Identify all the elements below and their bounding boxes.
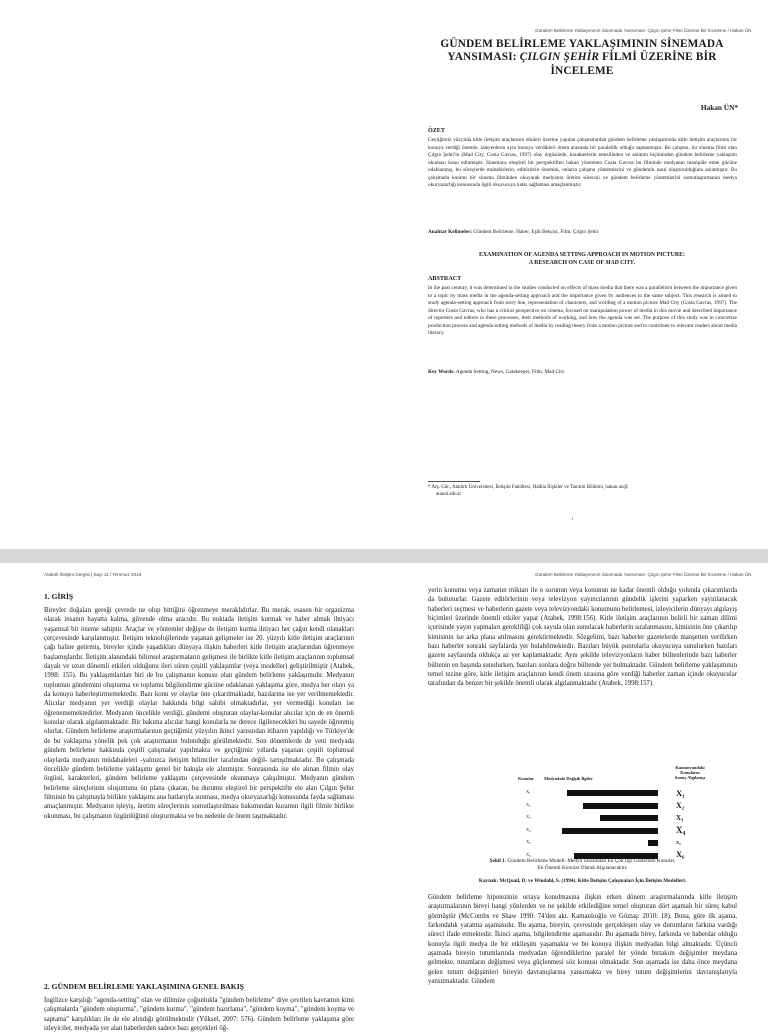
article-title <box>428 38 736 78</box>
figure-caption-line-1 <box>428 858 737 865</box>
footnote <box>428 484 728 498</box>
page-gap <box>0 549 768 563</box>
figure-media-attention-bar <box>648 840 658 846</box>
running-head-left: Atatürk İletişim Dergisi | Sayı 11 / Temmuz 2016 <box>44 572 142 577</box>
section-2-heading: 2. GÜNDEM BELİRLEME YAKLAŞIMINA GENEL BAKIŞ <box>44 982 244 991</box>
figure-caption-text: Gündem Belirleme Modeli: Medya Tarafından En Çok İlgi Gösterilen Konular, <box>506 858 676 864</box>
english-title-line-2 <box>428 260 736 268</box>
title-line-2-end: FİLMİ ÜZERİNE BİR <box>599 51 717 64</box>
figure-media-attention-bar <box>562 828 658 834</box>
title-line-1: GÜNDEM BELİRLEME YAKLAŞIMININ SİNEMADA <box>440 38 724 50</box>
figure-media-attention-bar <box>600 815 658 821</box>
section-1-text: Bireyler doğaları gereği çevrede ne olup bittiğini öğrenmeye meraklıdırlar. Bu merak, esasen bir organizma olarak insanın hayatta kalma, güvende olma aracıdır. Bu noktada iletişim kurmak ve haber almak ihtiyacı yaşamsal bir öneme sahiptir. Araçlar ve yöntemler değişse de iletişim kurma ihtiyacı her çağın kendi olanakları çerçevesinde karşılanmıştır. İletişim teknolojilerinde yaşanan gelişmeler ise 20. yüzyılı kitle iletişim araçlarının çağı haline getirmiş, bireyler içinde yaşadıkları dünyaya ilişkin haberleri kitle iletişim araçlarından öğrenmeye başlamışlardır. İletişim alanındaki bilimsel araştırmaların gelişmesi ile birlikte kitle iletişim araçlarının toplumsal dayalı ve uzun dönemli etkileri olduğunu ileri süren çeşitli yaklaşımlar (veya modeller) geliştirilmiştir (Atabek, 1998: 155). Bu yaklaşımlardan biri de bu çalışmanın konusu olan gündem belirleme yaklaşımıdır. Medyanın toplumun gündemini oluşturma ve toplumu bilgilendirme gücüne odaklanan yaklaşıma göre, medya her olayı ya da konuyu haberleştirmemektedir. Bazı konu ve olaylar öne çıkarılmaktadır, bazılarına ise yer verilmemektedir. Alıcılar medyanın yer verdiği olaylar hakkında bilgi sahibi olmaktadırlar, yer vermediği konuları ise öğrenememektedirler. Medyanın öncelikle verdiği, gündemi oluşturan olaylar-konular alıcılar için de en önemli konular olarak algılanmaktadır. Bir bakıma alıcılar hangi konularla ne derece ilgilenecekleri bu sayede öğrenmiş olurlar. Gündem belirleme araştırmalarının geçtiğimiz yüzyılın ikinci yarısından itibaren yapıldığı ve Türkiye'de de bu yaklaşıma yönelik pek çok araştırmanın bulunduğu görülmektedir. Son dönemlerde de yeni medyada gündem belirleme hakkında çeşitli çalışmalar yapılmakta ve geçtiğimiz yıllarda yaşanan çeşitli toplumsal olaylarda medyanın müdahaleleri -yalnızca iletişim bilimciler tarafından değil- tartışılmaktadır. Bu çalışmada öncelikle gündem belirleme yaklaşımı genel bir bakışla ele alınmıştır. Sonrasında ise ele alınan filmin olay örgüsü, karakterleri, gündem belirleme yaklaşımı çerçevesinde okunmaya çalışılmıştır. Medyanın gündem belirleme süreçlerinin oluşumunu ön plana çıkaran, bu durumu eleştirel bir perspektifte ele alan Çılgın Şehir filminin bu çalışmayla birlikte yaklaşımı ana hatlarıyla sunması, medya okuryazarlığı konusunda fayda sağlaması amaçlanmıştır. Medyanın işleyiş, üretim süreçlerinin somutlaştırılması bakımından kuramın ilgili filmle birlikte okunması, bu çalışmanın özgünlüğünü oluşturmakta ve bu nedenle de önem taşımaktadır. <box>44 607 354 820</box>
figure-media-attention-bar <box>583 803 658 809</box>
figure-topic-label: X₂ <box>526 801 531 807</box>
anahtar-text: Gündem Belirleme, Haber, Eşik Bekçisi, Film, Çılgın Şehir <box>472 229 599 235</box>
figure-topic-label: X₄ <box>526 826 531 832</box>
figure-media-attention-bar <box>567 790 658 796</box>
footnote-divider <box>428 481 480 482</box>
right-column-text-1: yerin konumu veya zamanın miktarı ile o sorunun veya konunun ne kadar önemli olduğu yolunda çıkarımlarda da bulunurlar. Gazete editörlerinin veya televizyon yayıncılarının gündelik işlerini yaparken yayınlanacak haberleri seçmesi ve haberlerin gazete veya televizyondaki konumunu belirlemesi, izleyicilerin dünyayı algılayış biçimleri üzerinde önemli etkiler yapar (Atabek, 1998:156). Kitle iletişim araçlarının belirli bir zaman dilimi içerisinde yayın yapmaları gerekliliği çok sayıda olan sunulacak haberlerin sıralanmasını, kimisinin öne çıkarılıp kimisinin ise arka plana atılmasını gerektirmektedir. Sözgelimi, bazı haberler gazetelerde manşetten verilirken bazı haberler sonraki sayfalarda yer bulabilmektedir. Bazıları büyük puntolarla okuyucuya sunulurken bazıları gazete sayfasında oldukça az yer kaplamaktadır. Aynı şekilde televizyonların haber bültenlerinde bazı haberler bültenin en başında sunulurken, bazıları sonlara doğru bültende yer bulmaktadır. Gündem belirleme yaklaşımının temel tezine göre, kitle iletişim araçlarının kendi önem sırasına göre verdiği haberler zaman içinde okuyucular tarafından da benzer bir şekilde önemli olarak algılanmaktadır (Atabek, 1998:157). <box>428 587 737 688</box>
english-title <box>428 252 736 268</box>
english-film-title: MAD CITY <box>605 259 634 266</box>
footnote-line-1: * Arş. Gör., Atatürk Üniversitesi, İletişim Fakültesi, Halkla İlişkiler ve Tanıtım Bölümü, hakan.un@ <box>428 485 629 490</box>
page-number: 1 <box>571 516 574 521</box>
anahtar-kelimeler <box>428 229 737 235</box>
figure-public-perception-label: X₂ <box>676 800 685 810</box>
figure-public-perception-label: X₆ <box>676 850 685 860</box>
figure-public-perception-label: X₅ <box>676 840 681 846</box>
keywords-text: Agenda Setting, News, Gatekeeper, Film, Mad City <box>454 369 565 375</box>
figure-caption-label: Şekil 1. <box>489 858 507 864</box>
figure-topic-label: X₆ <box>526 851 531 857</box>
english-title-line-1: EXAMINATION OF AGENDA SETTING APPROACH IN MOTION PICTURE: <box>478 252 686 258</box>
footnote-line-2: atauni.edu.tr <box>436 492 461 497</box>
figure-topic-label: X₃ <box>526 814 531 819</box>
right-column-text-2: Gündem belirleme hipotezinin ortaya konulmasına ilişkin erken dönem araştırmalarında kitle iletişim araştırmalarının bireyi hangi yönlerden ve ne şekilde etkilediğine temel oluşturan dört aşamalı bir süreç kabul görmüştür (McCombs ve Shaw 1990: 74'den akt. Kamanlıoğlu ve Göztaş: 2010: 18). Buna, göre ilk aşama, farkındalık yaratma aşamasıdır. Bu aşama, bireyin, çevresinde gerçekleşen olay ve durumların farkına vardığı süreci ifade etmektedir. İkinci aşama, bilgilendirme aşamasıdır. Bu aşamada birey, farkında ve haberdar olduğu konuyla ilgili medya ile bir etkileşim yaşamakta ve bu konuya ilişkin medyadan bilgi almaktadır. Üçüncü aşamada bireyin tutumlarında medyadan öğrendiklerine paralel bir yönde birtakım değişimler meydana gelmekte, tutumların değişmesi veya güçlenmesi söz konusu olmaktadır. Son aşamada ise daha önce meydana gelen tutum değişimleri bireyin davranışlarına yansımakta ve birey tutum değişimlerini davranışlarıyla yansıtmaktadır. Gündem <box>428 894 737 986</box>
title-line-3: İNCELEME <box>550 64 614 77</box>
figure-topic-label: X₅ <box>526 839 531 844</box>
author-name: Hakan ÜN* <box>700 103 738 112</box>
figure-header-kamuoyu <box>668 765 712 780</box>
figure-source: Kaynak: McQuail, D. ve Windahl, S. (1994). Kitle İletişim Çalışmaları İçin İletişim Modelleri. <box>478 878 687 884</box>
ozet-heading: ÖZET <box>428 128 445 134</box>
figure-header-kamuoyu-line-2: Konuların <box>680 770 700 775</box>
english-title-line-2-start: A RESEARCH ON CASE OF <box>528 259 606 266</box>
section-1-heading: 1. GİRİŞ <box>44 592 74 601</box>
agenda-setting-model-figure <box>496 765 736 860</box>
ozet-text: Geçtiğimiz yüzyılda kitle iletişim araçlarının etkileri üzerine yapılan çalışmalardan gündem belirleme yaklaşımında kitle iletişim araçlarının bir konuya verdiği önemle, izleyenlerin aynı konuya verdikleri önem arasında bir paralellik olduğu saptanmıştır. Bu çalışma, bir sinema filmi olan Çılgın Şehir'in (Mad City, Costa Gavras, 1997) olay örgüsünde, karakterlerin temsilinden ve anlatım biçiminden gündem belirleme yaklaşımı okuması konu edinmiştir. Sinemaya eleştirel bir perspektiften bakan yönetmen Costa Gavras bu filminde medyanın manipüle etme gücüne odaklanmış, bu süreçlerde muhabirlerin, editörlerin önemini, onların çalışma yöntemlerini ve gündemin nasıl oluşturulduğunu anlatmıştır. Bu çalışmada kuramı bir sinema filminden okuyarak medyanın üretim sürecini ve gündem belirleme yöntemlerini somutlaştırmanın medya okuryazarlığı konusunda ilgili okuyucuya katkı sağlaması amaçlanmıştır. <box>428 137 737 189</box>
figure-header-medya: Medyadaki Değişik İlgiler <box>544 776 593 781</box>
abstract-text: In the past century, it was determined in the studies conducted on effects of mass media that there was a parallelism between the importance given to a topic by mass media in the agenda-setting approach and the importance given by audiences to the same subject. This research is aimed to study agenda-setting approach from story line, representation of characters, and wording of a motion picture Mad City (Costa Gavras, 1997). The director Costa Gavras, who has a critical perspective on cinema, focused on manipulation power of media in this movie and described importance of reporters and editors in these processes, their methods of working, and how the agenda was set. The purpose of this study was to concretize production process and agenda setting methods of media by reading theory from a motion picture and to contribute to relevant readers about media literacy. <box>428 285 737 337</box>
key-words <box>428 369 737 375</box>
title-line-2 <box>428 51 736 64</box>
title-line-2-start: YANSIMASI: <box>447 51 520 64</box>
anahtar-label: Anahtar Kelimeler: <box>428 229 473 235</box>
running-head: Gündem Belirleme Yaklaşımının Sinemada Yansıması: Çılgın Şehir Filmi Üzerine Bir İnceleme / Hakan ÜN <box>535 28 752 33</box>
figure-public-perception-label: X₁ <box>676 787 685 798</box>
figure-topic-label: X₁ <box>526 789 531 794</box>
figure-header-kamuoyu-line-3: Sonuç Algılanışı <box>674 775 706 780</box>
english-title-line-2-end: . <box>633 259 636 266</box>
figure-public-perception-label: X₃ <box>676 813 684 822</box>
film-title: ÇILGIN ŞEHİR <box>519 51 600 64</box>
running-head-right: Gündem Belirleme Yaklaşımının Sinemada Yansıması: Çılgın Şehir Filmi Üzerine Bir İnceleme / Hakan ÜN <box>535 572 752 577</box>
figure-header-kamuoyu-line-1: Kamuoyundaki <box>675 765 705 770</box>
figure-public-perception-label: X₄ <box>676 825 686 836</box>
figure-caption-line-2: En Önemli Konular Olarak Algılanacaktır. <box>537 865 628 871</box>
abstract-heading: ABSTRACT <box>428 276 462 282</box>
section-2-text: İngilizce karşılığı "agenda-setting" olan ve dilimize çoğunlukla "gündem belirleme" diye çevrilen kavramın kimi çalışmalarda "gündem oluşturma", "gündem kurma", "gündem hazırlama", "gündem koyma", "gündem koyma ve saptama" karşılıkları ile de ele alındığı görülmektedir (Yüksel, 2007: 576). Gündem belirleme yaklaşıma göre izleyiciler, medyada yer alan haberlerden sadece bazı gerçekleri öğ- <box>44 997 354 1033</box>
figure-caption <box>428 858 737 872</box>
keywords-label: Key Words: <box>428 369 455 375</box>
figure-header-konular: Konular <box>518 776 534 781</box>
